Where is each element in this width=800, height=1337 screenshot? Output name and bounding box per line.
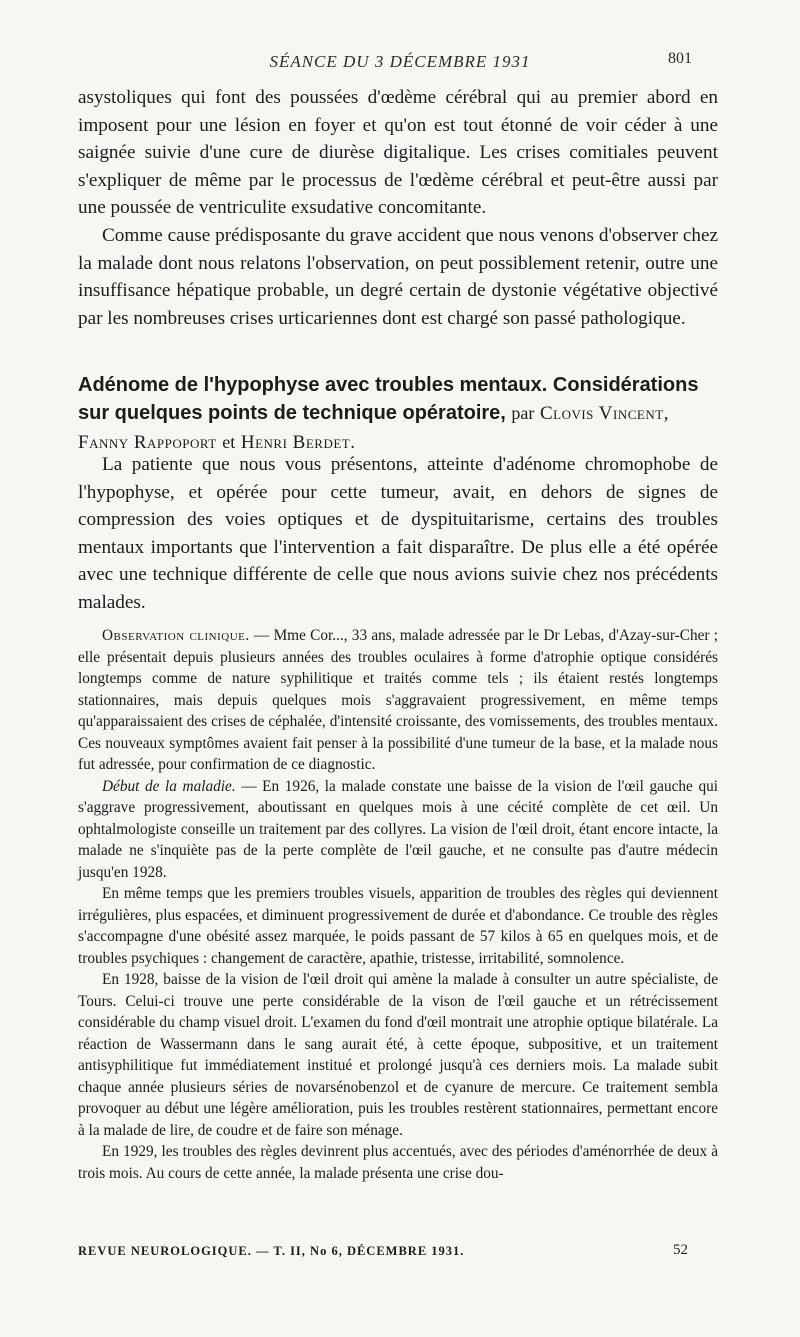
- author-name: Henri Berdet.: [240, 432, 356, 453]
- article-title: [78, 371, 718, 457]
- paragraph: [78, 776, 718, 884]
- paragraph-text: — Mme Cor..., 33 ans, malade adressée par le Dr Lebas, d'Azay-sur-Cher ; elle présentait depuis plusieurs années des troubles oculaires à forme d'atrophie optique considérés longtemps comme de nature syphilitique et traités comme tels ; ils étaient restés longtemps stationnaires, mais depuis quelques mois s'aggravaient progressivement, en même temps qu'apparaissaient des crises de céphalée, d'intensité croissante, des vomissements, des troubles mentaux. Ces nouveaux symptômes avaient fait penser à la possibilité d'une tumeur de la base, et la malade nous fut adressée, pour confirmation de ce diagnostic.: [78, 627, 719, 773]
- section-label: Observation clinique.: [102, 627, 250, 644]
- section-label: Début de la maladie.: [102, 777, 236, 795]
- signature-number: 52: [673, 1242, 688, 1258]
- title-text: Adénome de l'hypophyse avec troubles mentaux. Considérations sur quelques points de technique opératoire,: [78, 374, 699, 424]
- running-title: SÉANCE DU 3 DÉCEMBRE 1931: [269, 52, 531, 71]
- paragraph: Comme cause prédisposante du grave accident que nous venons d'observer chez la malade dont nous relatons l'observation, on peut possiblement retenir, outre une insuffisance hépatique probable, un degré certain de dystonie végétative objectivé par les nombreuses crises urticariennes dont est chargé son passé pathologique.: [78, 224, 718, 329]
- paragraph-text: — En 1926, la malade constate une baisse de la vision de l'œil gauche qui s'aggrave progressivement, aboutissant en quelques mois à une cécité complète de cet œil. Un ophtalmologiste conseille un traitement par des collyres. La vision de l'œil droit, étant encore intacte, la malade ne s'inquiète pas de la perte complète de l'œil gauche, et ne consulte pas d'autre médecin jusqu'en 1928.: [78, 777, 718, 881]
- page-number: 801: [668, 50, 692, 67]
- paragraph: En 1929, les troubles des règles devinrent plus accentués, avec des périodes d'aménorrhée de deux à trois mois. Au cours de cette année, la malade présenta une crise dou-: [78, 1143, 718, 1182]
- continuation-text: [78, 84, 718, 332]
- author-name: Fanny Rappoport: [78, 432, 217, 453]
- paragraph: [78, 625, 718, 776]
- byline-par: par: [511, 403, 535, 423]
- paragraph: En même temps que les premiers troubles visuels, apparition de troubles des règles qui deviennent irrégulières, plus espacées, et diminuent progressivement de durée et d'abondance. Ce trouble des règles s'accompagne d'une obésité assez marquée, le poids passant de 57 kilos à 65 en quelques mois, et de troubles psychiques : changement de caractère, apathie, tristesse, irritabilité, somnolence.: [78, 885, 718, 967]
- journal-footer: REVUE NEUROLOGIQUE. — T. II, No 6, DÉCEMBRE 1931.: [78, 1244, 465, 1258]
- intro-paragraph: La patiente que nous vous présentons, atteinte d'adénome chromophobe de l'hypophyse, et opérée pour cette tumeur, avait, en dehors de signes de compression des voies optiques et de dyspituitarisme, certains des troubles mentaux importants que l'intervention a fait disparaître. De plus elle a été opérée avec une technique différente de celle que nous avions suivie chez nos précédents malades.: [78, 454, 718, 613]
- paragraph: En 1928, baisse de la vision de l'œil droit qui amène la malade à consulter un autre spécialiste, de Tours. Celui-ci trouve une perte considérable de la vison de l'œil gauche et un rétrécissement considérable du champ visuel droit. L'examen du fond d'œil montrait une atrophie optique bilatérale. La réaction de Wassermann dans le sang aurait été, à cette époque, subpositive, et un traitement antisyphilitique fut immédiatement institué et prolongé jusqu'à ces derniers mois. La malade subit chaque année plusieurs séries de novarsénobenzol et de cyanure de mercure. Ce traitement sembla provoquer au début une légère amélioration, puis les troubles restèrent stationnaires, permettant encore à la malade de lire, de coudre et de faire son ménage.: [78, 971, 718, 1139]
- paragraph: asystoliques qui font des poussées d'œdème cérébral qui au premier abord en imposent pour une lésion en foyer et qu'on est tout étonné de voir céder à une saignée suivie d'une cure de diurèse digitalique. Les crises comitiales peuvent s'expliquer de même par le processus de l'œdème cérébral et peut-être aussi par une poussée de ventriculite exsudative concomitante.: [78, 87, 718, 219]
- clinical-observation: [78, 625, 718, 1184]
- byline-et: et: [222, 432, 236, 452]
- author-name: Clovis Vincent,: [539, 403, 669, 424]
